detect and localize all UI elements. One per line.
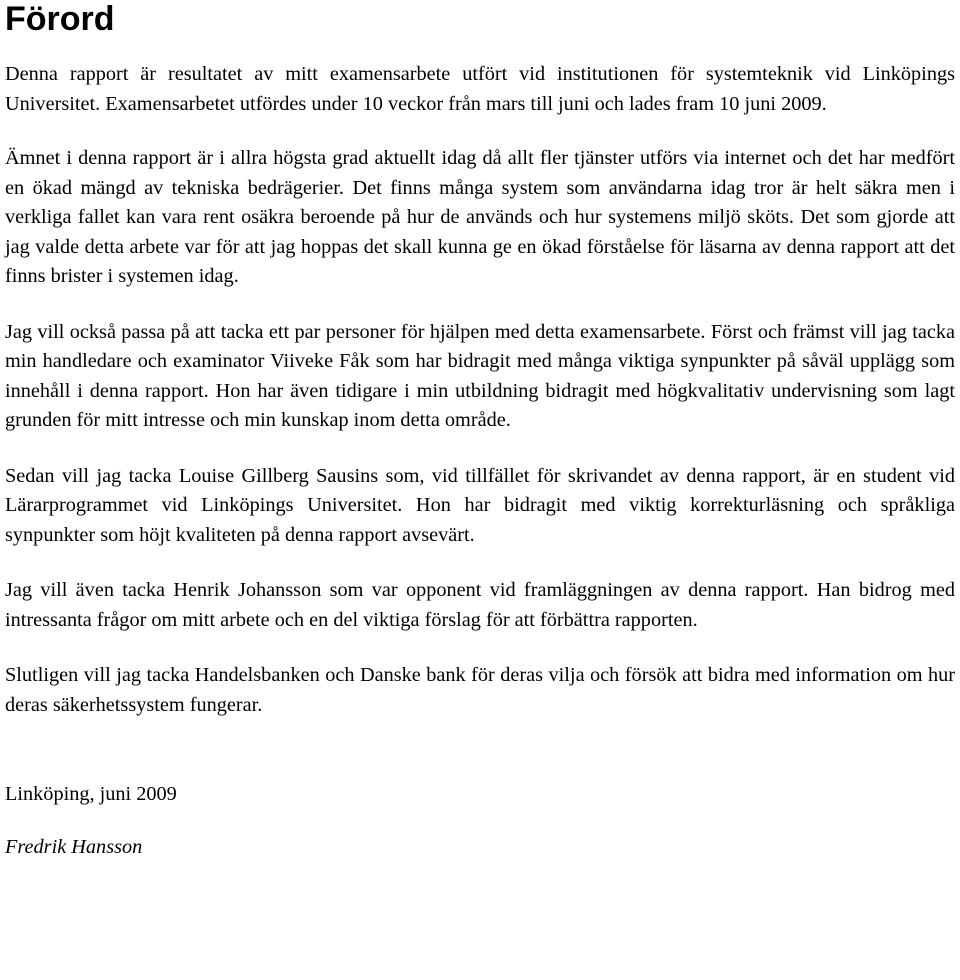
author-signature: Fredrik Hansson [5,835,143,858]
paragraph-thanks-opponent: Jag vill även tacka Henrik Johansson som var opponent vid framläggningen av denna rapport. Han bidrog med intressanta frågor om mitt arbete och en del viktiga förslag för att förbättra rapporten. [5,579,955,631]
page-title: Förord [5,0,115,38]
place-date: Linköping, juni 2009 [5,783,177,805]
paragraph-thanks-proofreader: Sedan vill jag tacka Louise Gillberg Sausins som, vid tillfället för skrivandet av denna rapport, är en student vid Lärarprogrammet vid Linköpings Universitet. Hon har bidragit med viktig korrekturläsning och språkliga synpunkter som höjt kvaliteten på denna rapport avsevärt. [5,464,955,546]
document-page [5,0,955,862]
paragraph-topic: Ämnet i denna rapport är i allra högsta grad aktuellt idag då allt fler tjänster utförs via internet och det har medfört en ökad mängd av tekniska bedrägerier. Det finns många system som användarna idag tror är helt säkra men i verkliga fallet kan vara rent osäkra beroende på hur de används och hur systemens miljö sköts. Det som gjorde att jag valde detta arbete var för att jag hoppas det skall kunna ge en ökad förståelse för läsarna av denna rapport att det finns brister i systemen idag. [5,147,955,287]
paragraph-thanks-supervisor: Jag vill också passa på att tacka ett par personer för hjälpen med detta examensarbete. Först och främst vill jag tacka min handledare och examinator Viiveke Fåk som har bidragit med många viktiga synpunkter på såväl upplägg som innehåll i denna rapport. Hon har även tidigare i min utbildning bidragit med högkvalitativ undervisning som lagt grunden för mitt intresse och min kunskap inom detta område. [5,320,955,431]
paragraph-intro: Denna rapport är resultatet av mitt examensarbete utfört vid institutionen för systemteknik vid Linköpings Universitet. Examensarbetet utfördes under 10 veckor från mars till juni och lades fram 10 juni 2009. [5,63,955,115]
paragraph-thanks-banks: Slutligen vill jag tacka Handelsbanken och Danske bank för deras vilja och försök att bidra med information om hur deras säkerhetssystem fungerar. [5,664,955,716]
